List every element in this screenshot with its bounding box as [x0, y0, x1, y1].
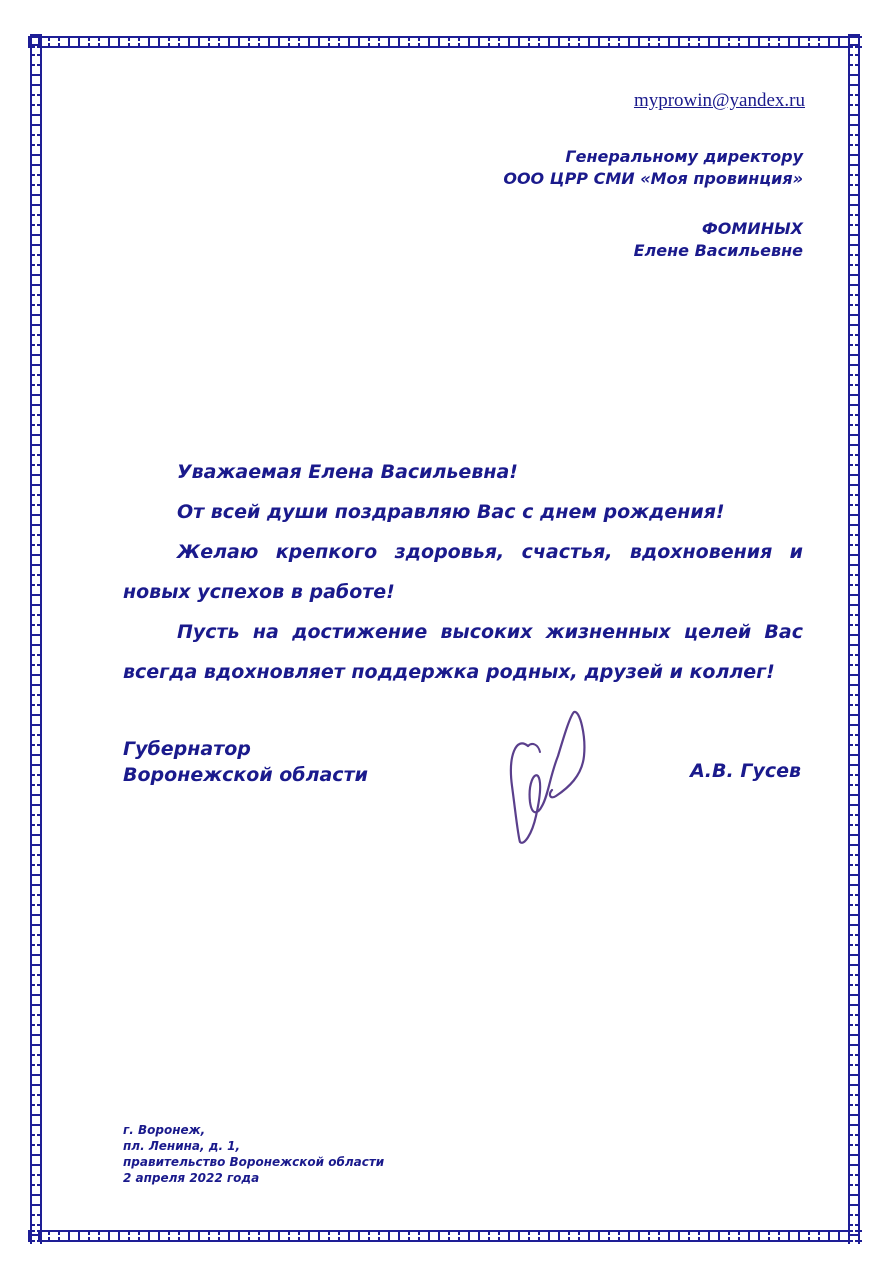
footer-line-4: 2 апреля 2022 года	[123, 1171, 260, 1185]
footer-line-2: пл. Ленина, д. 1,	[123, 1139, 241, 1153]
signatory-title	[123, 736, 443, 788]
greeting: Уважаемая Елена Васильевна!	[177, 461, 518, 483]
body-paragraph-1: От всей души поздравляю Вас с днем рождения!	[177, 501, 725, 523]
body-paragraph-2: Желаю крепкого здоровья, счастья, вдохновения и новых успехов в работе!	[123, 541, 803, 603]
addressee-name	[303, 218, 803, 262]
border-right	[846, 34, 862, 1244]
handwritten-signature	[498, 706, 598, 852]
addressee-line-1: Генеральному директору	[565, 147, 803, 166]
body-paragraph-3: Пусть на достижение высоких жизненных целей Вас всегда вдохновляет поддержка родных, друзей и коллег!	[123, 621, 803, 683]
email-link[interactable]: myprowin@yandex.ru	[633, 90, 805, 111]
addressee-given-names: Елене Васильевне	[633, 241, 803, 260]
addressee-surname: ФОМИНЫХ	[701, 219, 803, 238]
signatory-title-line-1: Губернатор	[123, 738, 251, 760]
footer-line-3: правительство Воронежской области	[123, 1155, 385, 1169]
border-bottom	[28, 1228, 862, 1244]
signatory-title-line-2: Воронежской области	[123, 764, 368, 786]
letter-body	[123, 452, 803, 692]
addressee-line-2: ООО ЦРР СМИ «Моя провинция»	[503, 169, 803, 188]
footer-line-1: г. Воронеж,	[123, 1123, 206, 1137]
footer-place-date	[123, 1122, 503, 1186]
addressee-position	[303, 146, 803, 190]
border-top	[28, 34, 862, 50]
signatory-name: А.В. Гусев	[690, 760, 801, 782]
border-left	[28, 34, 44, 1244]
